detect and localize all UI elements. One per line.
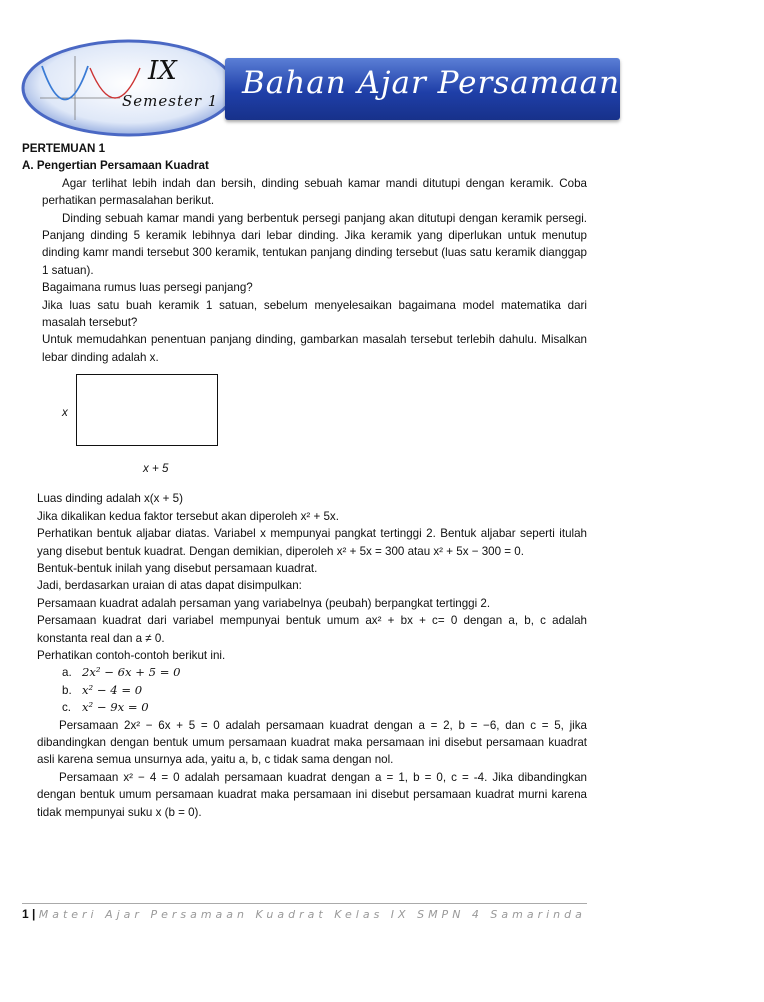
paragraph: Bagaimana rumus luas persegi panjang? [42,281,253,295]
paragraph: Untuk memudahkan penentuan panjang dinding, gambarkan masalah tersebut terlebih dahulu. Misalkan lebar dinding adalah x. [42,333,587,364]
length-label: x + 5 [143,462,169,476]
grade-label: IX [148,56,177,86]
paragraph: Agar terlihat lebih indah dan bersih, dinding sebuah kamar mandi ditutupi dengan keramik. Coba perhatikan permasalahan berikut. [42,176,587,208]
rectangle-diagram [40,370,587,490]
paragraph: Dinding sebuah kamar mandi yang berbentuk persegi panjang akan ditutupi dengan keramik persegi. Panjang dinding 5 keramik lebihnya dari lebar dinding. Jika keramik yang diperlukan untuk menutup dinding kamr mandi tersebut 300 keramik, tentukan panjang dinding tersebut (luas satu keramik dianggap 1 satuan). [42,211,587,277]
paragraph: Perhatikan contoh-contoh berikut ini. [37,648,226,662]
list-item: b. x² − 4 = 0 [62,682,143,697]
paragraph: Bentuk-bentuk inilah yang disebut persamaan kuadrat. [37,561,318,575]
paragraph: Jadi, berdasarkan uraian di atas dapat disimpulkan: [37,579,302,593]
meeting-heading: PERTEMUAN 1 [22,142,106,155]
paragraph: Jika dikalikan kedua faktor tersebut akan diperoleh x² + 5x. [37,509,339,523]
main-content [22,140,587,821]
graph-emblem [20,38,238,138]
definition: Persamaan kuadrat adalah persaman yang variabelnya (peubah) berpangkat tertinggi 2. [37,596,491,610]
paragraph: Jika luas satu buah keramik 1 satuan, sebelum menyelesaikan bagaimana model matematika dari masalah tersebut? [42,298,587,330]
page-footer [22,903,587,921]
paragraph: Perhatikan bentuk aljabar diatas. Variabel x mempunyai pangkat tertinggi 2. Bentuk aljabar seperti itulah yang disebut bentuk kuadrat. Dengan demikian, diperoleh x² + 5x = 300 atau x² + 5x − 300 = 0. [37,527,587,558]
width-label: x [62,406,68,420]
footer-text: Materi Ajar Persamaan Kuadrat Kelas IX SMPN 4 Samarinda [38,908,586,921]
section-heading: A. Pengertian Persamaan Kuadrat [22,159,209,173]
list-item: c. x² − 9x = 0 [62,700,149,715]
header-banner [20,38,764,138]
paragraph: Persamaan kuadrat dari variabel mempunyai bentuk umum ax² + bx + c= 0 dengan a, b, c adalah konstanta real dan a ≠ 0. [37,614,587,645]
paragraph: Persamaan 2x² − 6x + 5 = 0 adalah persamaan kuadrat dengan a = 2, b = −6, dan c = 5, jika dibandingkan dengan bentuk umum persamaan kuadrat maka persamaan ini disebut persamaan kuadrat asli karena semua unsurnya ada, yaitu a, b, c tidak sama dengan nol. [37,718,587,767]
page-number: 1 | [22,907,36,921]
semester-label: Semester 1 [122,92,219,110]
paragraph: Persamaan x² − 4 = 0 adalah persamaan kuadrat dengan a = 1, b = 0, c = -4. Jika dibandingkan dengan bentuk umum persamaan kuadrat maka persamaan ini disebut persamaan kuadrat murni karena tidak mempunyai suku x (b = 0). [37,770,587,819]
document-title: Bahan Ajar Persamaan Kuadrat [242,65,764,101]
example-list [22,664,587,716]
wall-rectangle [76,374,218,446]
list-item: a. 2x² − 6x + 5 = 0 [62,665,181,680]
paragraph: Luas dinding adalah x(x + 5) [37,492,183,506]
